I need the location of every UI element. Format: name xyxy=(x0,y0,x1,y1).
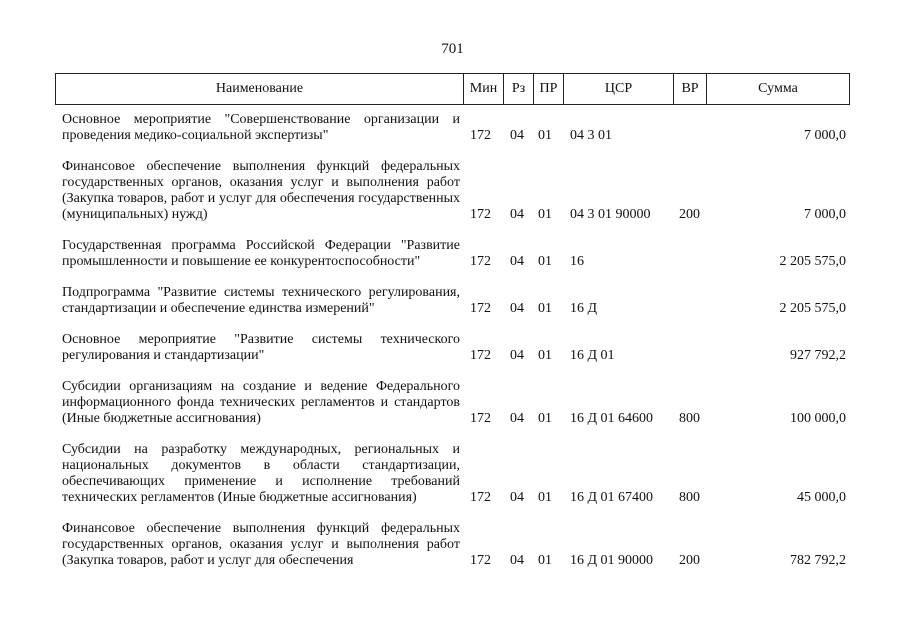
row-csr: 16 xyxy=(570,254,584,269)
column-header-name: Наименование xyxy=(56,74,464,104)
row-csr: 16 Д 01 64600 xyxy=(570,411,654,426)
row-sum: 7 000,0 xyxy=(804,128,846,143)
table-row xyxy=(0,379,905,427)
row-rz: 04 xyxy=(510,411,524,426)
table-row xyxy=(0,521,905,569)
row-csr: 16 Д 01 90000 xyxy=(570,553,654,568)
row-csr: 16 Д xyxy=(570,301,598,316)
row-min: 172 xyxy=(470,301,491,316)
column-header-min: Мин xyxy=(464,74,504,104)
table-row xyxy=(0,112,905,144)
row-min: 172 xyxy=(470,348,491,363)
row-pr: 01 xyxy=(538,254,552,269)
row-sum: 927 792,2 xyxy=(790,348,846,363)
row-csr: 16 Д 01 67400 xyxy=(570,490,654,505)
table-body xyxy=(0,112,905,584)
table-row xyxy=(0,159,905,223)
row-name: Финансовое обеспечение выполнения функций федеральных государственных органов, оказания услуг и выполнения работ (Закупка товаров, работ и услуг для обеспечения государственных (муниципальных) нужд) xyxy=(62,159,460,222)
row-pr: 01 xyxy=(538,553,552,568)
row-min: 172 xyxy=(470,411,491,426)
table-row xyxy=(0,285,905,317)
row-name: Основное мероприятие "Развитие системы технического регулирования и стандартизации" xyxy=(62,332,460,363)
row-min: 172 xyxy=(470,553,491,568)
column-header-csr: ЦСР xyxy=(564,74,674,104)
row-vr: 200 xyxy=(679,553,700,568)
row-csr: 16 Д 01 xyxy=(570,348,615,363)
row-sum: 2 205 575,0 xyxy=(779,254,846,269)
row-sum: 782 792,2 xyxy=(790,553,846,568)
row-pr: 01 xyxy=(538,301,552,316)
row-vr: 200 xyxy=(679,207,700,222)
row-pr: 01 xyxy=(538,411,552,426)
column-header-pr: ПР xyxy=(534,74,564,104)
row-rz: 04 xyxy=(510,254,524,269)
row-pr: 01 xyxy=(538,207,552,222)
table-row xyxy=(0,332,905,364)
row-vr: 800 xyxy=(679,490,700,505)
row-sum: 2 205 575,0 xyxy=(779,301,846,316)
column-header-vr: ВР xyxy=(674,74,707,104)
row-pr: 01 xyxy=(538,490,552,505)
table-row xyxy=(0,238,905,270)
row-rz: 04 xyxy=(510,490,524,505)
row-rz: 04 xyxy=(510,348,524,363)
row-vr: 800 xyxy=(679,411,700,426)
row-pr: 01 xyxy=(538,348,552,363)
row-min: 172 xyxy=(470,254,491,269)
row-sum: 100 000,0 xyxy=(790,411,846,426)
row-csr: 04 3 01 90000 xyxy=(570,207,651,222)
column-header-rz: Рз xyxy=(504,74,534,104)
row-csr: 04 3 01 xyxy=(570,128,612,143)
row-rz: 04 xyxy=(510,301,524,316)
row-rz: 04 xyxy=(510,553,524,568)
table-header xyxy=(55,73,850,105)
row-name: Основное мероприятие "Совершенствование организации и проведения медико-социальной экспертизы" xyxy=(62,112,460,143)
row-min: 172 xyxy=(470,207,491,222)
row-name: Подпрограмма "Развитие системы технического регулирования, стандартизации и обеспечение единства измерений" xyxy=(62,285,460,316)
row-name: Государственная программа Российской Федерации "Развитие промышленности и повышение ее конкурентоспособности" xyxy=(62,238,460,269)
row-pr: 01 xyxy=(538,128,552,143)
row-rz: 04 xyxy=(510,207,524,222)
row-name: Финансовое обеспечение выполнения функций федеральных государственных органов, оказания услуг и выполнения работ (Закупка товаров, работ и услуг для обеспечения xyxy=(62,521,460,568)
row-sum: 45 000,0 xyxy=(797,490,846,505)
column-header-sum: Сумма xyxy=(758,81,798,96)
row-min: 172 xyxy=(470,128,491,143)
row-rz: 04 xyxy=(510,128,524,143)
page-number: 701 xyxy=(441,41,464,57)
row-min: 172 xyxy=(470,490,491,505)
row-sum: 7 000,0 xyxy=(804,207,846,222)
row-name: Субсидии на разработку международных, региональных и национальных документов в области стандартизации, обеспечивающих применение и исполнение требований технических регламентов (Иные бюджетные ассигнования) xyxy=(62,442,460,505)
row-name: Субсидии организациям на создание и ведение Федерального информационного фонда технических регламентов и стандартов (Иные бюджетные ассигнования) xyxy=(62,379,460,426)
table-row xyxy=(0,442,905,506)
